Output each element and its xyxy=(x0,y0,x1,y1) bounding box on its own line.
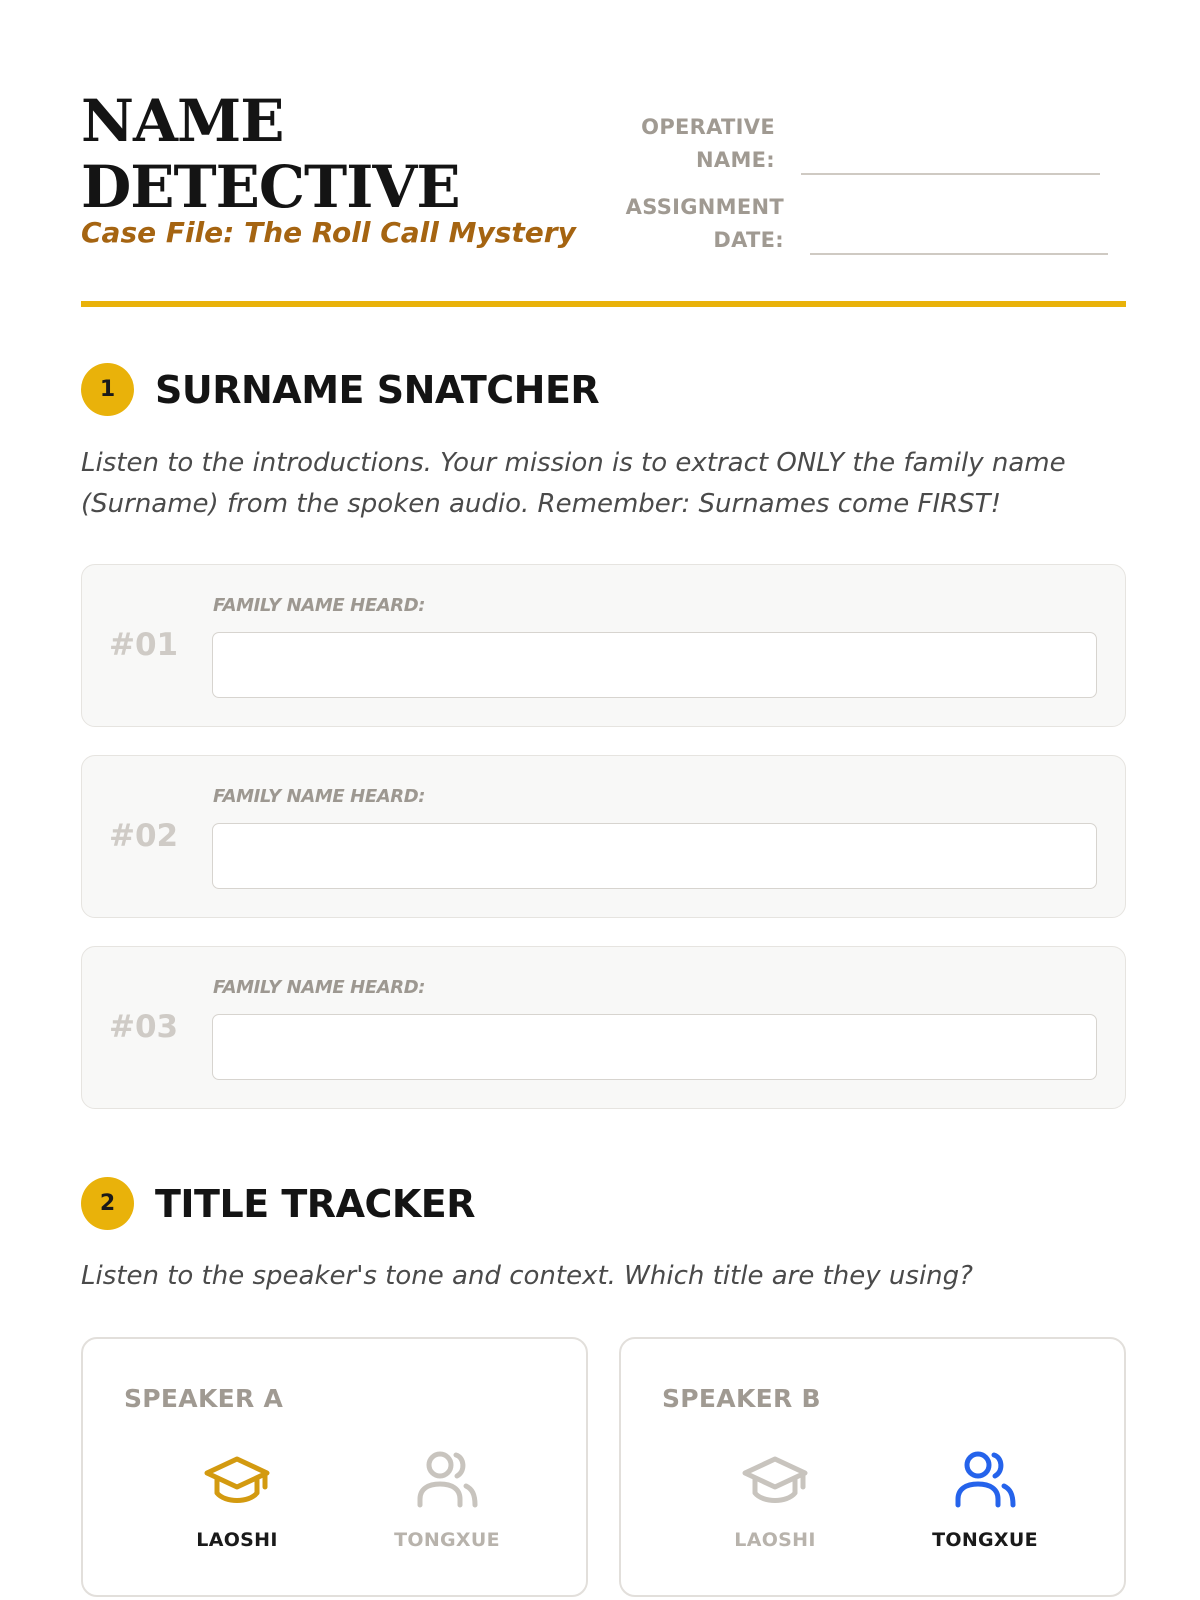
surname-entry-2 xyxy=(81,755,1126,918)
section1-badge: 1 xyxy=(81,363,134,416)
section1-description: Listen to the introductions. Your mission is to extract ONLY the family name (Surname) from the spoken audio. Remember: Surnames come FIRST! xyxy=(81,448,1066,519)
section1-heading xyxy=(81,363,599,416)
operative-name-field[interactable] xyxy=(620,111,1100,177)
option-label: LAOSHI xyxy=(196,1529,278,1551)
entry-label: FAMILY NAME HEARD: xyxy=(213,977,426,998)
section1-title: SURNAME SNATCHER xyxy=(155,367,600,412)
operative-name-label: OPERATIVE NAME: xyxy=(641,115,775,172)
entry-label: FAMILY NAME HEARD: xyxy=(213,595,426,616)
title-line-1: NAME xyxy=(81,87,284,155)
section2-description: Listen to the speaker's tone and context. Which title are they using? xyxy=(81,1261,973,1291)
subtitle: Case File: The Roll Call Mystery xyxy=(81,216,576,249)
entry-number: #03 xyxy=(109,1009,179,1045)
assignment-date-line[interactable] xyxy=(810,253,1108,255)
graduation-cap-icon xyxy=(203,1449,271,1511)
assignment-date-field[interactable] xyxy=(620,191,1108,257)
entry-number: #01 xyxy=(109,627,179,663)
speaker-a-option-laoshi[interactable] xyxy=(167,1449,307,1551)
header-divider xyxy=(81,301,1126,307)
users-icon xyxy=(952,1449,1018,1511)
title-line-2: DETECTIVE xyxy=(81,153,460,221)
family-name-input-1[interactable] xyxy=(212,632,1097,698)
assignment-date-label: ASSIGNMENT DATE: xyxy=(625,195,784,252)
speaker-a-card xyxy=(81,1337,588,1597)
graduation-cap-icon xyxy=(741,1449,809,1511)
family-name-input-2[interactable] xyxy=(212,823,1097,889)
option-label: TONGXUE xyxy=(394,1529,500,1551)
section2-title: TITLE TRACKER xyxy=(155,1181,476,1226)
speaker-a-label: SPEAKER A xyxy=(124,1384,284,1413)
family-name-input-3[interactable] xyxy=(212,1014,1097,1080)
speaker-a-option-tongxue[interactable] xyxy=(377,1449,517,1551)
surname-entry-3 xyxy=(81,946,1126,1109)
speaker-b-option-tongxue[interactable] xyxy=(915,1449,1055,1551)
option-label: LAOSHI xyxy=(734,1529,816,1551)
option-label: TONGXUE xyxy=(932,1529,1038,1551)
section2-heading xyxy=(81,1177,475,1230)
operative-name-line[interactable] xyxy=(801,173,1100,175)
entry-number: #02 xyxy=(109,818,179,854)
users-icon xyxy=(414,1449,480,1511)
speaker-b-label: SPEAKER B xyxy=(662,1384,821,1413)
speaker-b-card xyxy=(619,1337,1126,1597)
speaker-b-option-laoshi[interactable] xyxy=(705,1449,845,1551)
entry-label: FAMILY NAME HEARD: xyxy=(213,786,426,807)
section2-badge: 2 xyxy=(81,1177,134,1230)
surname-entry-1 xyxy=(81,564,1126,727)
